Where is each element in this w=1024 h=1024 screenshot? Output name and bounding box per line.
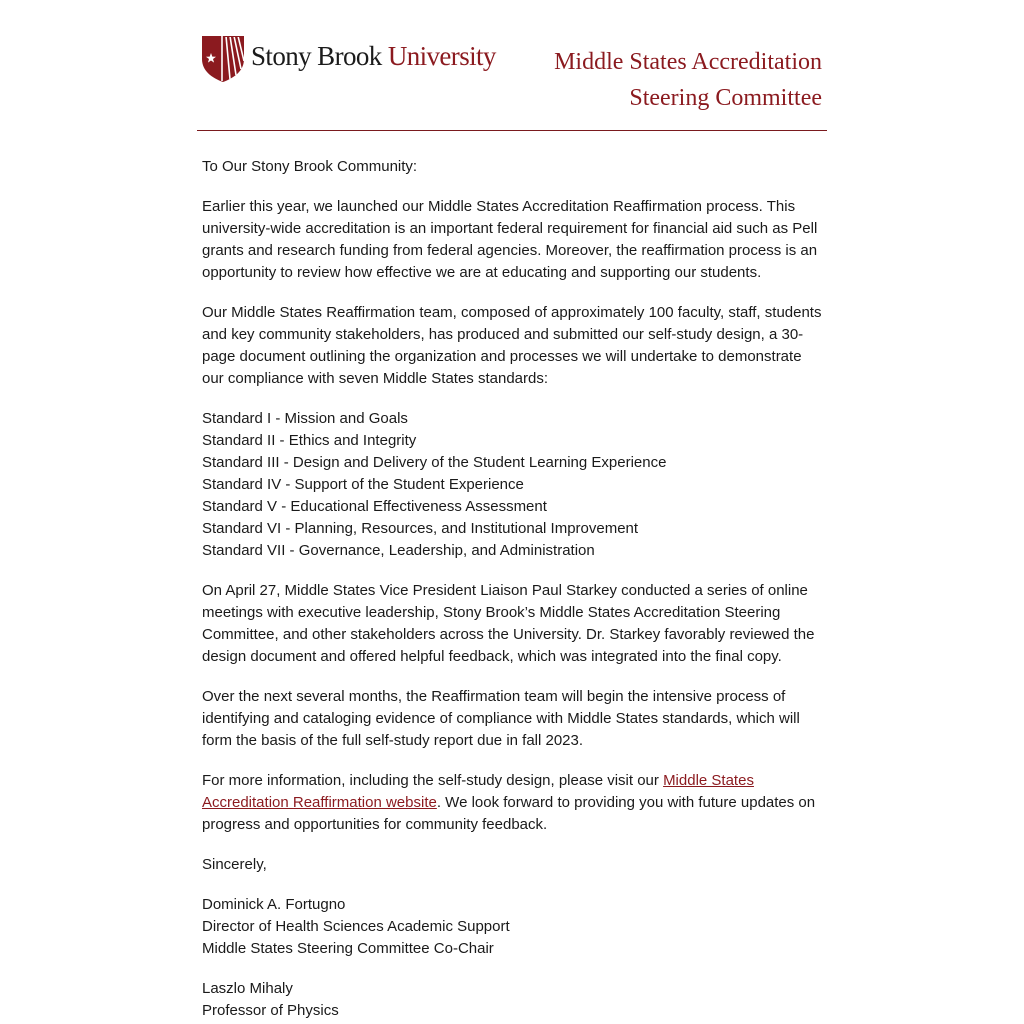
standard-item: Standard VI - Planning, Resources, and Institutional Improvement bbox=[202, 520, 639, 537]
reaffirmation-website-link[interactable]: Middle States Accreditation Reaffirmation website bbox=[202, 772, 754, 811]
standard-item: Standard IV - Support of the Student Experience bbox=[202, 476, 524, 493]
more-info-text: For more information, including the self-study design, please visit our bbox=[202, 772, 664, 789]
paragraph-next-steps: Over the next several months, the Reaffirmation team will begin the intensive process of identifying and cataloging evidence of compliance with Middle States standards, which will form the basis of the full self-study report due in fall 2023. bbox=[202, 688, 800, 749]
standard-item: Standard VII - Governance, Leadership, and Administration bbox=[202, 542, 595, 559]
letterhead bbox=[197, 0, 827, 132]
committee-title-line2: Steering Committee bbox=[629, 85, 822, 111]
standard-item: Standard V - Educational Effectiveness Assessment bbox=[202, 498, 547, 515]
standard-item: Standard I - Mission and Goals bbox=[202, 410, 408, 427]
paragraph-meeting: On April 27, Middle States Vice President Liaison Paul Starkey conducted a series of online meetings with executive leadership, Stony Brook’s Middle States Accreditation Steering Committee, and other stakeholders across the University. Dr. Starkey favorably reviewed the design document and offered helpful feedback, which was integrated into the final copy. bbox=[202, 582, 815, 665]
letter-body bbox=[202, 156, 824, 1024]
committee-title bbox=[554, 44, 822, 116]
signer-title: Professor of Physics bbox=[202, 1002, 339, 1019]
closing: Sincerely, bbox=[202, 856, 267, 873]
paragraph-more-info bbox=[202, 770, 824, 836]
signer-title: Middle States Steering Committee Co-Chair bbox=[202, 940, 494, 957]
shield-icon bbox=[201, 33, 245, 83]
paragraph-intro: Earlier this year, we launched our Middle States Accreditation Reaffirmation process. This university-wide accreditation is an important federal requirement for financial aid such as Pell grants and research funding from federal agencies. Moreover, the reaffirmation process is an opportunity to review how effective we are at educating and supporting our students. bbox=[202, 198, 818, 281]
logo-wordmark bbox=[251, 40, 496, 71]
signer-name: Dominick A. Fortugno bbox=[202, 896, 346, 913]
salutation: To Our Stony Brook Community: bbox=[202, 158, 418, 175]
header-divider bbox=[197, 130, 827, 131]
signer-title: Director of Health Sciences Academic Support bbox=[202, 918, 510, 935]
paragraph-team: Our Middle States Reaffirmation team, composed of approximately 100 faculty, staff, students and key community stakeholders, has produced and submitted our self-study design, a 30-page document outlining the organization and processes we will undertake to demonstrate our compliance with seven Middle States standards: bbox=[202, 304, 822, 387]
logo-name-stony-brook: Stony Brook bbox=[251, 40, 382, 71]
standard-item: Standard II - Ethics and Integrity bbox=[202, 432, 417, 449]
signer-name: Laszlo Mihaly bbox=[202, 980, 293, 997]
stony-brook-logo[interactable] bbox=[201, 32, 501, 84]
standard-item: Standard III - Design and Delivery of the Student Learning Experience bbox=[202, 454, 667, 471]
committee-title-line1: Middle States Accreditation bbox=[554, 49, 822, 75]
logo-name-university: University bbox=[387, 40, 496, 71]
more-info-text-after: . We look forward to providing you with future updates on progress and opportunities for community feedback. bbox=[202, 794, 816, 833]
